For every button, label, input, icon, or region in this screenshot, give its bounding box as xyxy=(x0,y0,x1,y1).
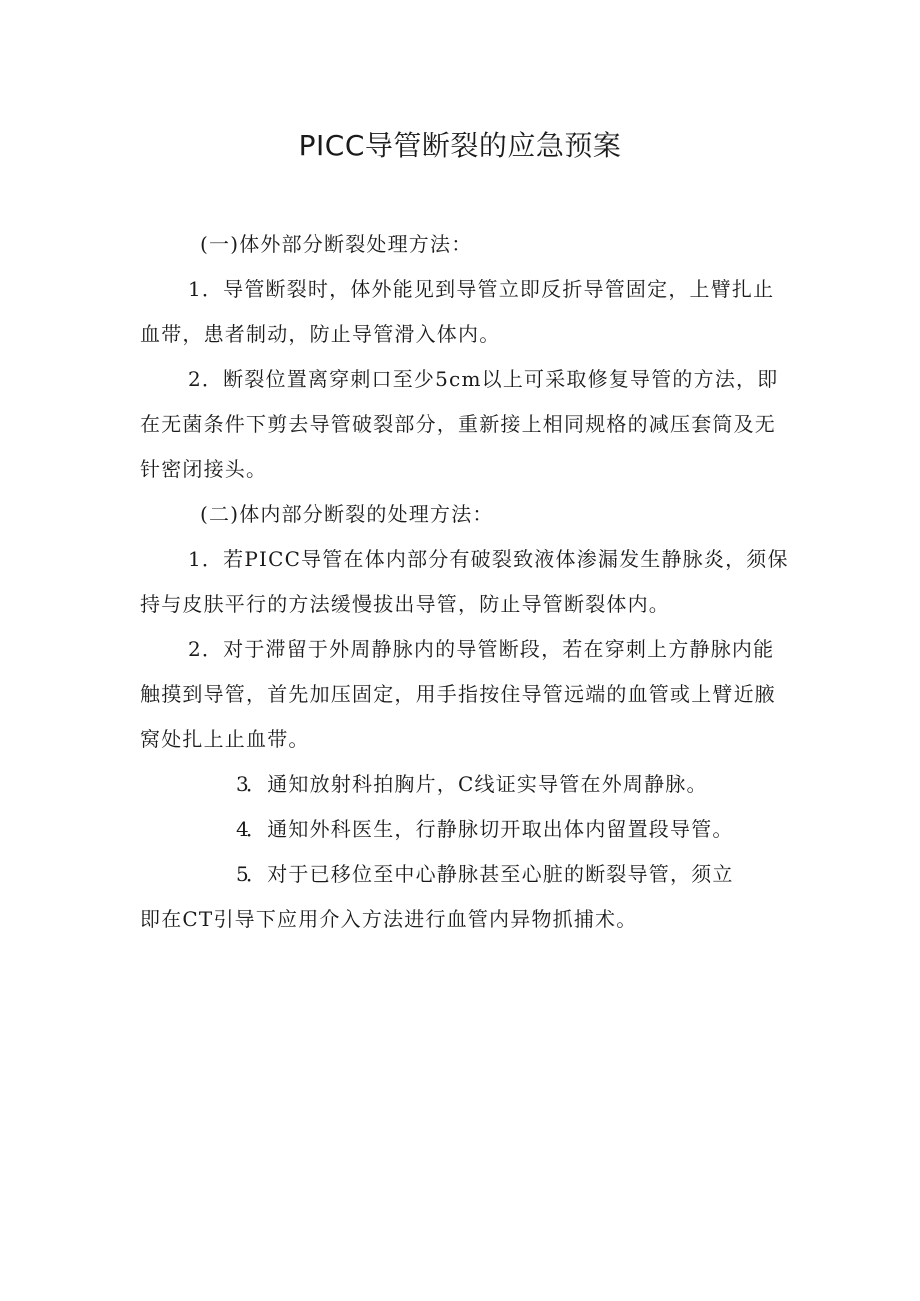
item-number: 3 xyxy=(236,772,250,796)
paragraph-internal-item-3 xyxy=(140,762,790,807)
item-number: 5 xyxy=(236,862,250,886)
document-title: PICC导管断裂的应急预案 xyxy=(298,129,622,162)
document-body xyxy=(140,222,790,942)
paragraph-internal-item-5 xyxy=(140,852,790,897)
item-number: 4 xyxy=(236,817,250,841)
section-heading-internal: (二)体内部分断裂的处理方法： xyxy=(200,502,494,526)
paragraph-internal-item-1: 1．若PICC导管在体内部分有破裂致液体渗漏发生静脉炎，须保持与皮肤平行的方法缓慢拔出导管，防止导管断裂体内。 xyxy=(140,547,789,616)
paragraph-external-item-1: 1．导管断裂时，体外能见到导管立即反折导管固定，上臂扎止血带，患者制动，防止导管滑入体内。 xyxy=(140,277,775,346)
paragraph-internal-item-2: 2．对于滞留于外周静脉内的导管断段，若在穿刺上方静脉内能触摸到导管，首先加压固定，用手指按住导管远端的血管或上臂近腋窝处扎上止血带。 xyxy=(140,637,776,751)
item-text: ．对于已移位至中心静脉甚至心脏的断裂导管，须立 xyxy=(246,862,734,886)
item-text: ．通知外科医生，行静脉切开取出体内留置段导管。 xyxy=(246,817,734,841)
paragraph-internal-item-4 xyxy=(140,807,790,852)
paragraph-internal-item-5-continuation: 即在CT引导下应用介入方法进行血管内异物抓捕术。 xyxy=(140,907,638,931)
section-heading-external: (一)体外部分断裂处理方法： xyxy=(200,232,473,256)
paragraph-external-item-2: 2．断裂位置离穿刺口至少5cm以上可采取修复导管的方法，即在无菌条件下剪去导管破裂部分，重新接上相同规格的减压套筒及无针密闭接头。 xyxy=(140,367,779,481)
item-text: ．通知放射科拍胸片，C线证实导管在外周静脉。 xyxy=(246,772,708,796)
